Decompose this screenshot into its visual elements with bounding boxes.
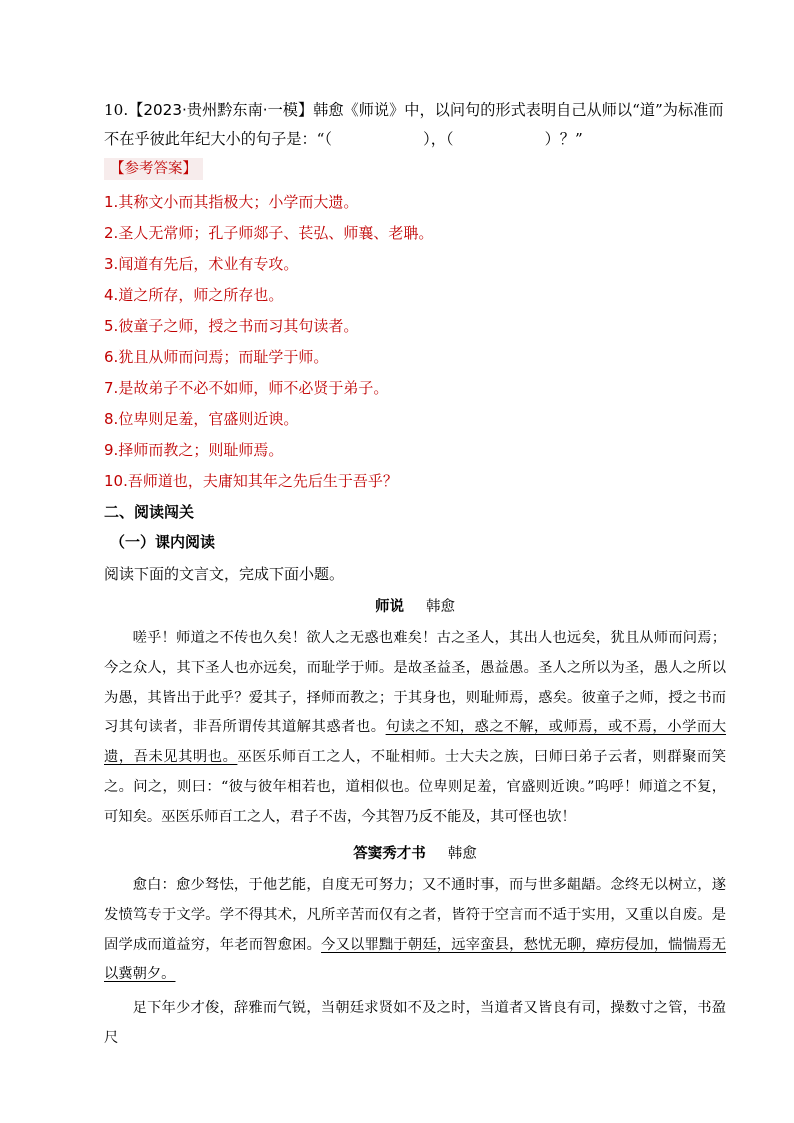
answer-text: 犹且从师而问焉；而耻学于师。 (118, 348, 329, 366)
passage-author: 韩愈 (426, 599, 455, 615)
answer-text: 圣人无常师；孔子师郯子、苌弘、师襄、老聃。 (118, 224, 434, 242)
answer-heading: 【参考答案】 (104, 158, 203, 180)
underlined-sentence: 今又以罪黜于朝廷，远宰蛮县，愁忧无聊，瘴疠侵加，惴惴焉无以冀朝夕。 (104, 936, 727, 983)
question-10 (104, 96, 726, 154)
answer-text: 道之所存，师之所存也。 (118, 286, 284, 304)
answer-list (104, 187, 724, 497)
answer-number: 3. (104, 255, 119, 273)
answer-number: 6. (104, 348, 119, 366)
answer-number: 2. (104, 224, 119, 242)
answer-text: 位卑则足羞，官盛则近谀。 (118, 410, 299, 428)
answer-item (104, 187, 724, 218)
passage-title: 师说 (375, 598, 404, 615)
passage-1-title (104, 596, 726, 618)
answer-text: 吾师道也，夫庸知其年之先后生于吾乎？ (127, 472, 398, 490)
answer-number: 9. (104, 441, 119, 459)
answer-text: 是故弟子不必不如师，师不必贤于弟子。 (118, 379, 389, 397)
passage-text: 愈白：愈少驽怯，于他艺能，自度无可努力；又不通时事，而与世多龃龉。念终无以树立，遂发愤笃专于文学。学不得其术，凡所辛苦而仅有之者，皆符于空言而不适于实用，又重以自废。是固学成而道益穷，年老而智愈困。 (104, 877, 726, 953)
answer-item (104, 280, 724, 311)
answer-text: 择师而教之；则耻师焉。 (118, 441, 284, 459)
passage-2-paragraph-1 (104, 871, 726, 990)
instruction-text: 阅读下面的文言文，完成下面小题。 (104, 565, 345, 583)
answer-number: 8. (104, 410, 119, 428)
answer-number: 4. (104, 286, 119, 304)
subsection-heading: （一）课内阅读 (110, 533, 216, 551)
section-heading: 二、阅读闯关 (104, 503, 195, 521)
answer-item (104, 311, 724, 342)
passage-1-body (104, 624, 726, 833)
answer-item (104, 435, 724, 466)
passage-author: 韩愈 (447, 846, 477, 862)
answer-number: 5. (104, 317, 119, 335)
answer-item (104, 404, 724, 435)
answer-item (104, 342, 724, 373)
question-10-text: 韩愈《师说》中，以问句的形式表明自己从师以“道”为标准而不在乎彼此年纪大小的句子是：“（ ），（ ）？” (104, 101, 724, 148)
answer-item (104, 218, 724, 249)
passage-title: 答窦秀才书 (353, 845, 426, 862)
question-10-number: 10. (104, 101, 129, 119)
answer-text: 闻道有先后，术业有专攻。 (118, 255, 299, 273)
answer-item (104, 249, 724, 280)
answer-item (104, 373, 724, 404)
passage-text: 嗟乎！师道之不传也久矣！欲人之无惑也难矣！古之圣人，其出人也远矣，犹且从师而问焉；今之众人，其下圣人也亦远矣，而耻学于师。是故圣益圣，愚益愚。圣人之所以为圣，愚人之所以为愚，其皆出于此乎？爱其子，择师而教之；于其身也，则耻师焉，惑矣。彼童子之师，授之书而习其句读者，非吾所谓传其道解其惑者也。 (104, 630, 726, 736)
answer-number: 7. (104, 379, 119, 397)
answer-item (104, 466, 724, 497)
underlined-sentence: 句读之不知，惑之不解，或师焉，或不焉，小学而大遗，吾未见其明也。 (104, 719, 727, 766)
answer-text: 彼童子之师，授之书而习其句读者。 (118, 317, 359, 335)
answer-number: 10. (104, 472, 128, 490)
passage-text: 足下年少才俊，辞雅而气锐，当朝廷求贤如不及之时，当道者又皆良有司，操数寸之管，书盈尺 (104, 1000, 726, 1046)
passage-2-paragraph-2 (104, 994, 726, 1054)
passage-text: 巫医乐师百工之人，不耻相师。士大夫之族，曰师曰弟子云者，则群聚而笑之。问之，则曰：“彼与彼年相若也，道相似也。位卑则足羞，官盛则近谀。”呜呼！师道之不复，可知矣。巫医乐师百工之人，君子不齿，今其智乃反不能及，其可怪也欤！ (104, 749, 727, 825)
question-10-source: 【2023·贵州黔东南·一模】 (128, 101, 314, 119)
answer-text: 其称文小而其指极大；小学而大遗。 (118, 193, 359, 211)
answer-number: 1. (104, 193, 119, 211)
passage-2-title (104, 843, 726, 865)
